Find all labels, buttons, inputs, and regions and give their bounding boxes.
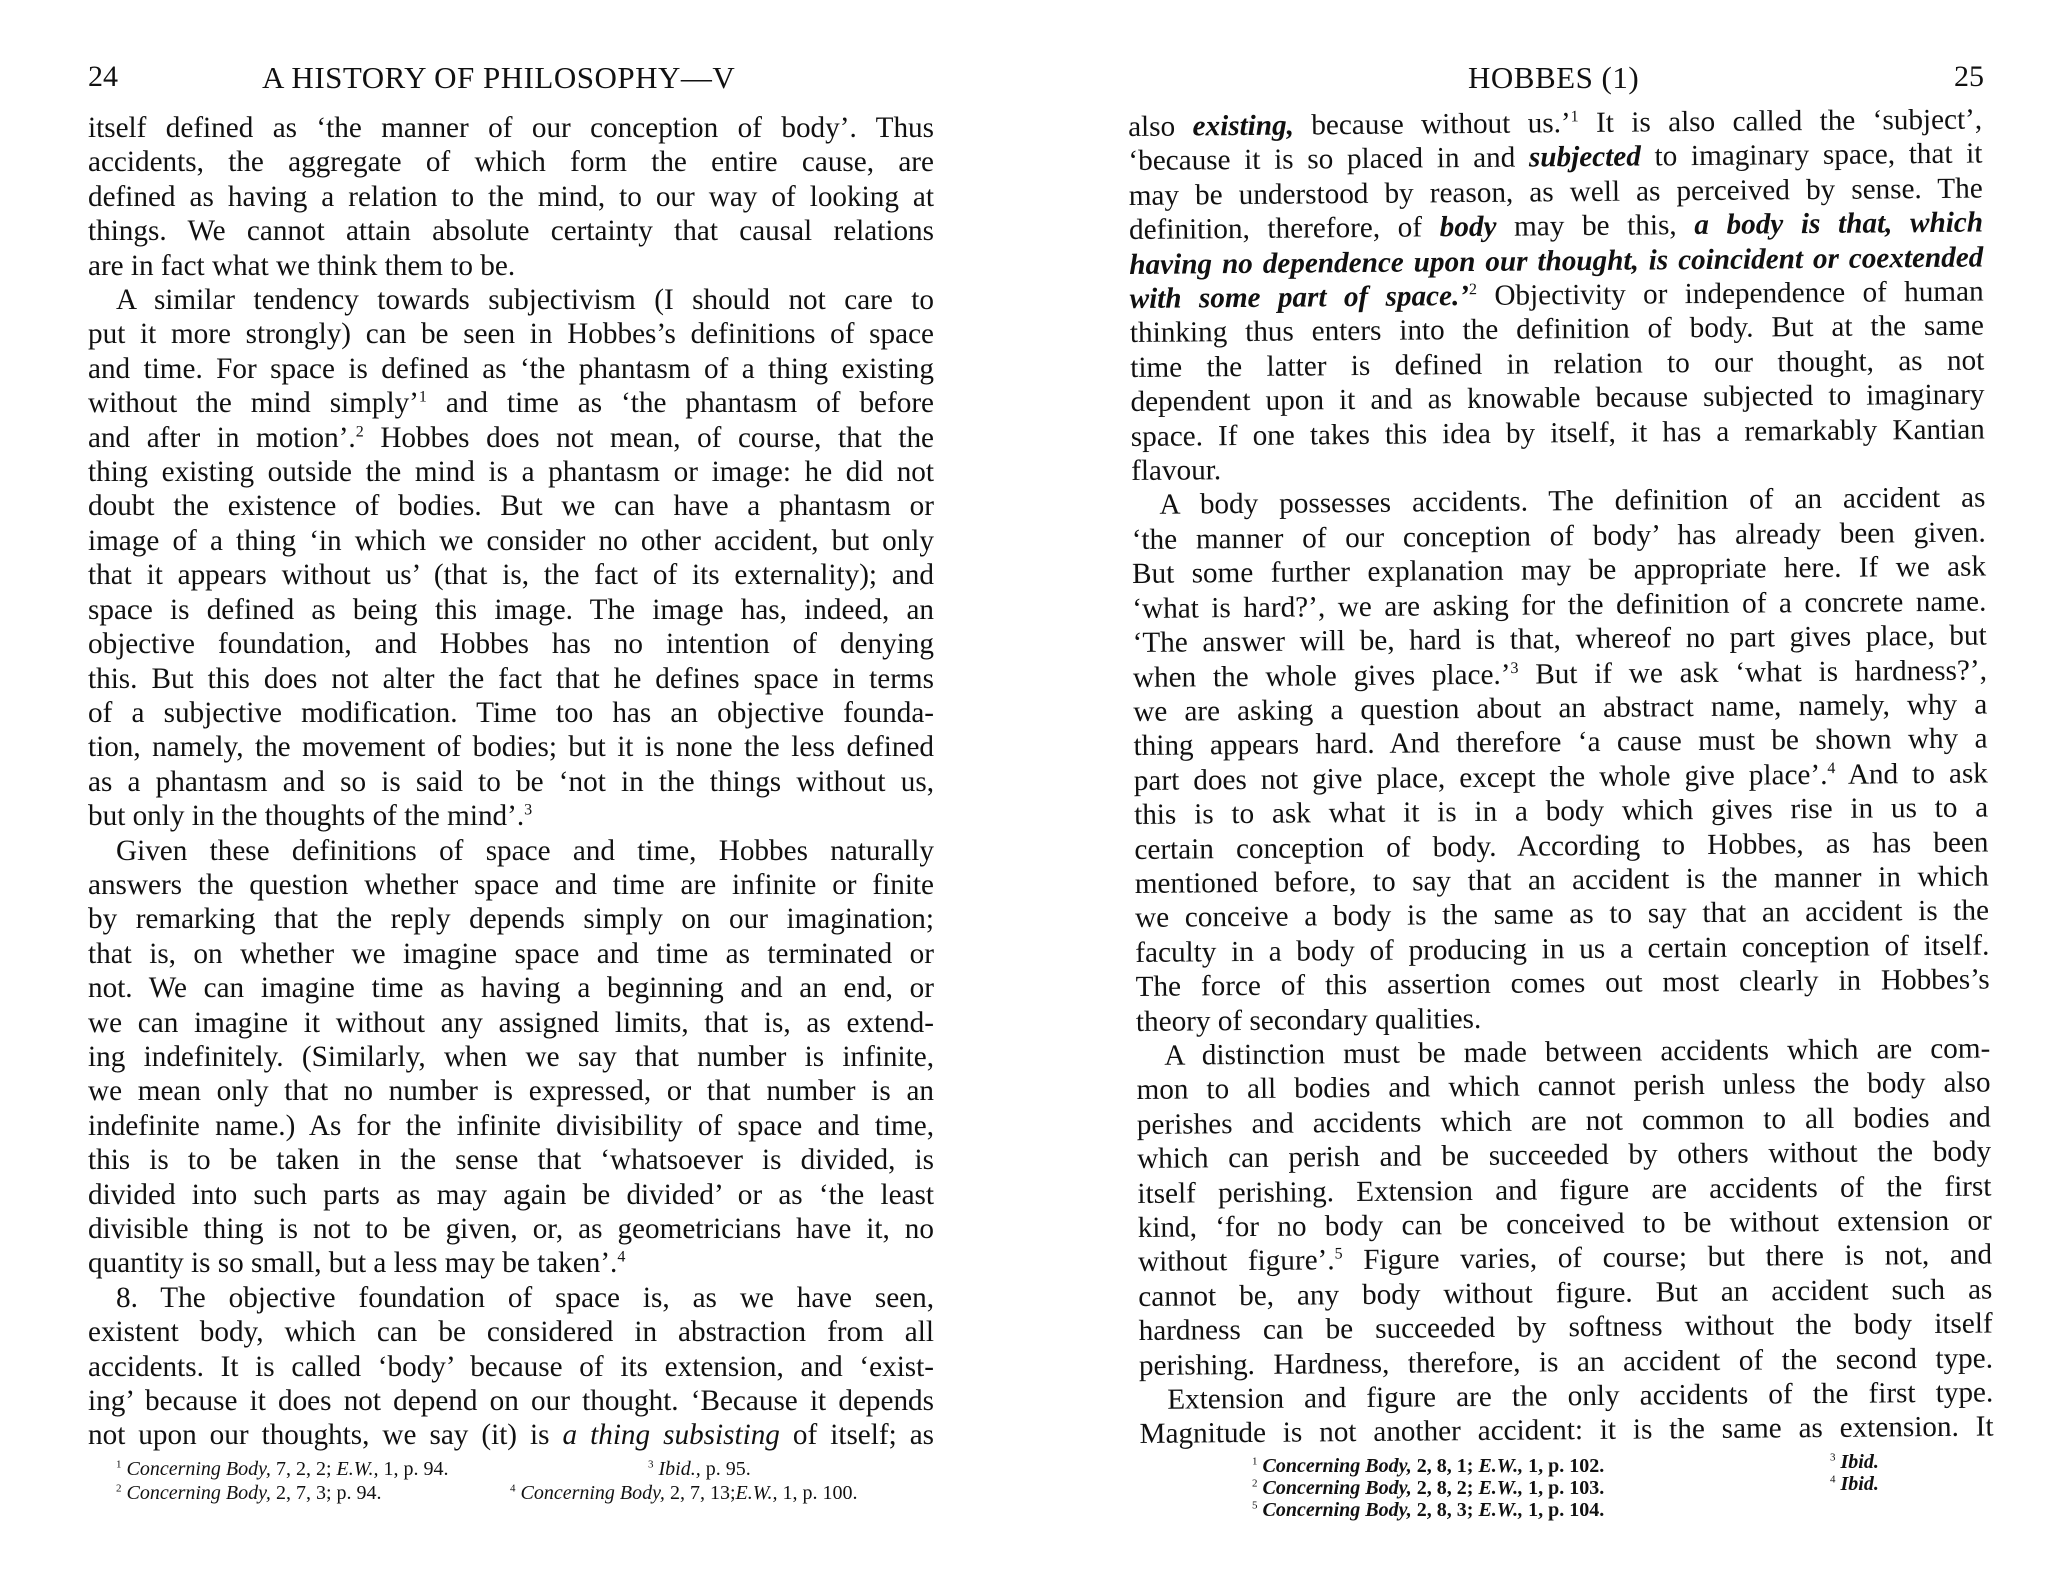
footnote-ref: 2 xyxy=(1468,281,1478,299)
text-line: without figure’.$^5$ Figure varies, of course; but there is not, and xyxy=(1137,1238,1993,1279)
footnote-2: $^2$ Concerning Body, 2, 7, 3; p. 94. xyxy=(116,1482,382,1504)
text-line: things. We cannot attain absolute certainty that causal relations xyxy=(88,215,934,248)
text-line: but only in the thoughts of the mind’.$^3$ xyxy=(88,800,533,833)
footnote-1: $^1$ Concerning Body, 7, 2, 2; E.W., 1, p. 94. xyxy=(116,1458,449,1480)
text-line: may be understood by reason, as well as perceived by sense. The xyxy=(1128,172,1983,212)
text-line: indefinite name.) As for the infinite divisibility of space and time, xyxy=(88,1109,934,1142)
footnote-ref: 4 xyxy=(617,1248,626,1266)
text-line: perishes and accidents which are not common to all bodies and xyxy=(1136,1101,1991,1141)
text-line: accidents, the aggregate of which form the entire cause, are xyxy=(88,146,934,179)
text-line: theory of secondary qualities. xyxy=(1135,1002,1482,1038)
text-line: doubt the existence of bodies. But we can have a phantasm or xyxy=(88,490,934,523)
text-line: 8. The objective foundation of space is, as we have seen, xyxy=(116,1281,934,1314)
text-line: ing’ because it does not depend on our thought. ‘Because it depends xyxy=(88,1385,934,1418)
footnote-ref: 1 xyxy=(418,388,427,406)
text-line: part does not give place, except the whole give place’.$^4$ And to ask xyxy=(1133,757,1988,797)
text-line: not. We can imagine time as having a beginning and an end, or xyxy=(88,972,934,1005)
text-line: cannot be, any body without figure. But an accident such as xyxy=(1138,1273,1993,1313)
text-line: faculty in a body of producing in us a certain conception of itself. xyxy=(1135,929,1990,969)
right-body-text xyxy=(1128,103,1994,1452)
text-line: A body possesses accidents. The definition of an accident as xyxy=(1159,482,1986,522)
text-line: defined as having a relation to the mind, to our way of looking at xyxy=(88,180,934,213)
text-line: definition, therefore, of body may be this, a body is that, which xyxy=(1128,206,1984,247)
text-line: thing existing outside the mind is a phantasm or image: he did not xyxy=(88,456,934,489)
text-line: of a subjective modification. Time too has an objective founda- xyxy=(88,696,934,729)
text-line: itself defined as ‘the manner of our conception of body’. Thus xyxy=(88,112,934,144)
left-body-text xyxy=(88,111,934,1453)
footnote-4: $^4$ Ibid. xyxy=(1830,1473,1879,1495)
text-line: which can perish and be succeeded by others without the body xyxy=(1137,1135,1992,1176)
page-number: 25 xyxy=(1954,60,1984,93)
text-line: A distinction must be made between accidents which are com- xyxy=(1164,1032,1991,1072)
footnote-4: $^4$ Concerning Body, 2, 7, 13;E.W., 1, p. 100. xyxy=(510,1482,858,1504)
text-line: and after in motion’.$^2$ Hobbes does not mean, of course, that the xyxy=(88,421,934,454)
text-line: image of a thing ‘in which we consider no other accident, but only xyxy=(88,524,934,557)
text-line: mon to all bodies and which cannot perish unless the body also xyxy=(1136,1066,1991,1107)
text-line: this is to ask what it is in a body which gives rise in us to a xyxy=(1134,791,1989,832)
text-line: also existing, because without us.’$^1$ It is also called the ‘subject’, xyxy=(1128,103,1983,143)
text-line: mentioned before, to say that an accident is the manner in which xyxy=(1134,860,1989,900)
text-line: The force of this assertion comes out most clearly in Hobbes’s xyxy=(1135,963,1990,1004)
text-line: ‘because it is so placed in and subjected to imaginary space, that it xyxy=(1128,137,1983,178)
text-line: with some part of space.’$^2$ Objectivity or independence of human xyxy=(1129,275,1984,316)
text-line: we are asking a question about an abstract name, namely, why a xyxy=(1133,688,1988,728)
text-line: that it appears without us’ (that is, the fact of its externality); and xyxy=(88,559,934,592)
text-line: divisible thing is not to be given, or, as geometricians have it, no xyxy=(88,1213,934,1245)
text-line: this is to be taken in the sense that ‘whatsoever is divided, is xyxy=(88,1144,934,1177)
text-line: having no dependence upon our thought, is coincident or coextended xyxy=(1129,241,1984,281)
footnote-3: $^3$ Ibid., p. 95. xyxy=(648,1458,751,1480)
running-head: HOBBES (1) xyxy=(1468,60,1640,95)
text-line: Extension and figure are the only accidents of the first type. xyxy=(1167,1376,1994,1416)
footnote-ref: 2 xyxy=(355,422,364,440)
text-line: objective foundation, and Hobbes has no intention of denying xyxy=(88,628,934,661)
text-line: by remarking that the reply depends simply on our imagination; xyxy=(88,903,934,936)
footnote-ref: 4 xyxy=(1827,759,1836,777)
text-line: and time. For space is defined as ‘the phantasm of a thing existing xyxy=(88,352,934,385)
text-line: ‘The answer will be, hard is that, whereof no part gives place, but xyxy=(1132,619,1987,660)
text-line: A similar tendency towards subjectivism (I should not care to xyxy=(116,284,934,317)
text-line: space. If one takes this idea by itself, it has a remarkably Kantian xyxy=(1130,413,1985,453)
text-line: as a phantasm and so is said to be ‘not in the things without us, xyxy=(88,765,934,798)
text-line: divided into such parts as may again be divided’ or as ‘the least xyxy=(88,1178,934,1211)
text-line: tion, namely, the movement of bodies; but it is none the less defined xyxy=(88,731,934,764)
text-line: existent body, which can be considered in abstraction from all xyxy=(88,1316,934,1349)
text-line: this. But this does not alter the fact that he defines space in terms xyxy=(88,662,934,695)
text-line: ing indefinitely. (Similarly, when we say that number is infinite, xyxy=(88,1040,934,1073)
text-line: space is defined as being this image. The image has, indeed, an xyxy=(88,593,934,626)
text-line: Magnitude is not another accident: it is the same as extension. It xyxy=(1139,1410,1994,1451)
text-line: hardness can be succeeded by softness without the body itself xyxy=(1138,1307,1993,1348)
page-number: 24 xyxy=(88,60,118,93)
footnote-ref: 3 xyxy=(1510,659,1519,677)
footnote-3: $^3$ Ibid. xyxy=(1830,1451,1879,1473)
text-line: when the whole gives place.’$^3$ But if we ask ‘what is hardness?’, xyxy=(1132,654,1988,694)
footnote-2: $^2$ Concerning Body, 2, 8, 2; E.W., 1, p. 103. xyxy=(1252,1477,1605,1499)
text-line: we can imagine it without any assigned limits, that is, as extend- xyxy=(88,1006,934,1039)
footnote-1: $^1$ Concerning Body, 2, 8, 1; E.W., 1, p. 102. xyxy=(1252,1455,1605,1477)
text-line: are in fact what we think them to be. xyxy=(88,249,516,282)
text-line: answers the question whether space and time are infinite or finite xyxy=(88,868,934,901)
footnote-5: $^5$ Concerning Body, 2, 8, 3; E.W., 1, p. 104. xyxy=(1252,1499,1605,1521)
text-line: ‘what is hard?’, we are asking for the definition of a concrete name. xyxy=(1132,585,1987,625)
text-line: kind, ‘for no body can be conceived to be without extension or xyxy=(1137,1204,1992,1244)
text-line: thing appears hard. And therefore ‘a cause must be shown why a xyxy=(1133,722,1988,763)
text-line: dependent upon it and as knowable because subjected to imaginary xyxy=(1130,378,1985,419)
text-line: time the latter is defined in relation to our thought, as not xyxy=(1130,344,1985,384)
running-head: A HISTORY OF PHILOSOPHY—V xyxy=(262,60,736,95)
text-line: put it more strongly) can be seen in Hobbes’s definitions of space xyxy=(88,318,934,351)
text-line: not upon our thoughts, we say (it) is a thing subsisting of itself; as xyxy=(88,1419,935,1452)
text-line: thinking thus enters into the definition of body. But at the same xyxy=(1129,309,1985,350)
text-line: But some further explanation may be appropriate here. If we ask xyxy=(1131,550,1987,591)
text-line: certain conception of body. According to Hobbes, as has been xyxy=(1134,826,1989,866)
footnote-ref: 1 xyxy=(1570,108,1579,126)
text-line: accidents. It is called ‘body’ because of its extension, and ‘exist- xyxy=(88,1350,934,1383)
text-line: Given these definitions of space and time, Hobbes naturally xyxy=(116,834,934,867)
footnote-ref: 3 xyxy=(524,801,533,819)
footnote-ref: 5 xyxy=(1334,1245,1343,1263)
text-line: perishing. Hardness, therefore, is an accident of the second type. xyxy=(1138,1342,1994,1382)
text-line: that is, on whether we imagine space and time as terminated or xyxy=(88,937,934,970)
text-line: we mean only that no number is expressed, or that number is an xyxy=(88,1075,934,1108)
text-line: quantity is so small, but a less may be taken’.$^4$ xyxy=(88,1247,626,1280)
text-line: we conceive a body is the same as to say that an accident is the xyxy=(1134,894,1990,935)
text-line: ‘the manner of our conception of body’ has already been given. xyxy=(1131,516,1986,556)
right-page xyxy=(1024,0,2048,1572)
text-line: itself perishing. Extension and figure are accidents of the first xyxy=(1137,1170,1992,1210)
text-line: without the mind simply’$^1$ and time as ‘the phantasm of before xyxy=(88,387,934,420)
text-line: flavour. xyxy=(1131,454,1222,488)
